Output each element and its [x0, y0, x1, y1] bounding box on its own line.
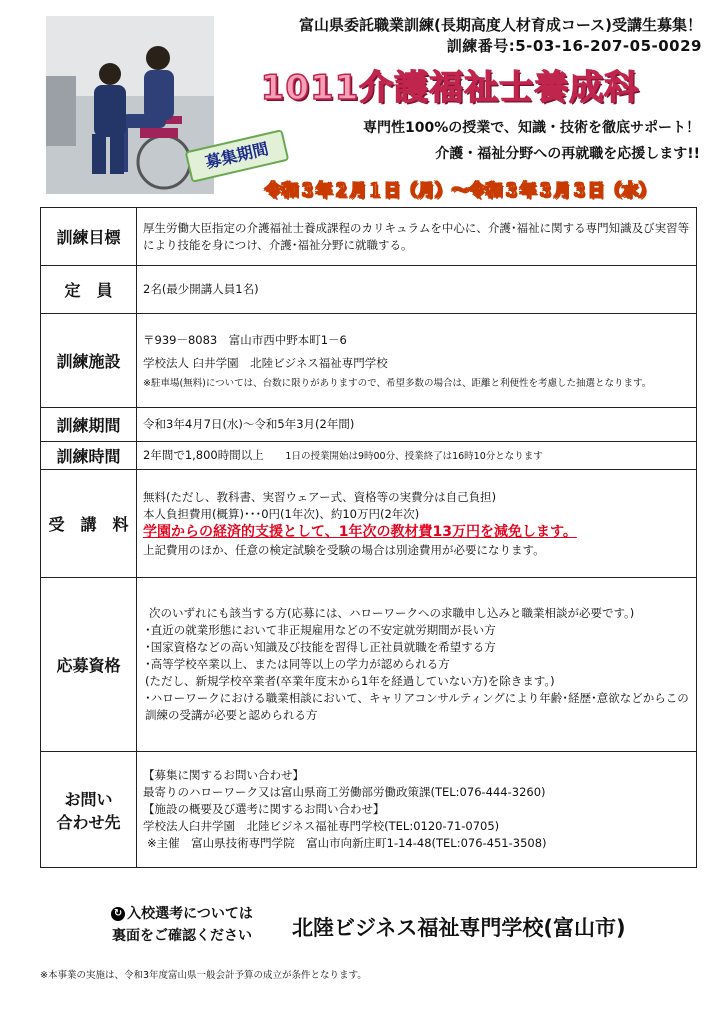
contact-heading-1: 【募集に関するお問い合わせ】: [143, 768, 304, 782]
recruitment-period-badge: 募集期間: [185, 129, 290, 183]
footer-note-line-1: [82, 903, 282, 925]
eligibility-label: 応募資格: [41, 578, 137, 752]
fee-line-1: 無料(ただし、教科書、実習ウェアー式、資格等の実費分は自己負担): [143, 489, 497, 504]
hours-cell: [137, 442, 697, 470]
fee-line-3: 上記費用のほか、任意の検定試験を受験の場合は別途費用が必要になります。: [143, 542, 545, 557]
contact-heading-2: 【施設の概要及び選考に関するお問い合わせ】: [143, 802, 385, 816]
contact-label-line-1: お問い: [64, 789, 113, 809]
contact-text-1: 最寄りのハローワーク又は富山県商工労働部労働政策課(TEL:076-444-3260): [143, 785, 546, 799]
capacity-label: 定 員: [41, 266, 137, 314]
tagline-1: 専門性100%の授業で、知識・技術を徹底サポート！: [363, 120, 700, 136]
recruitment-period-dates: 令和３年２月１日（月）～令和３年３月３日（水）: [264, 181, 656, 201]
contact-text-2: 学校法人臼井学園 北陸ビジネス福祉専門学校(TEL:0120-71-0705): [143, 819, 500, 833]
goal-label: 訓練目標: [41, 208, 137, 266]
facility-school: 学校法人 臼井学園 北陸ビジネス福祉専門学校: [143, 355, 388, 370]
eligibility-item: ･国家資格などの高い知識及び技能を習得し正社員就職を希望する方: [145, 640, 496, 654]
fee-line-2: 本人負担費用(概算)･･･0円(1年次)、約10万円(2年次): [143, 506, 420, 521]
capacity-text: 2名(最少開講人員1名): [137, 266, 697, 314]
eligibility-item: (ただし、新規学校卒業者(卒業年度末から1年を経過していない方)を除きます。): [145, 674, 555, 688]
row-period: [41, 408, 697, 442]
training-number: 訓練番号:5-03-16-207-05-0029: [446, 37, 702, 55]
contact-text-3: ※主催 富山県技術専門学院 富山市向新庄町1-14-48(TEL:076-451-3508): [147, 836, 547, 850]
row-fee: [41, 470, 697, 578]
row-contact: [41, 752, 697, 868]
eligibility-item: ･直近の就業形態において非正規雇用などの不安定就労期間が長い方: [145, 623, 496, 637]
fee-label: 受 講 料: [41, 470, 137, 578]
period-label: 訓練期間: [41, 408, 137, 442]
footer-note: [82, 903, 282, 947]
contact-label-line-2: 合わせ先: [56, 812, 121, 832]
fee-discount-highlight: 学園からの経済的支援として、1年次の教材費13万円を減免します。: [143, 523, 577, 540]
facility-parking-note: ※駐車場(無料)については、台数に限りがありますので、希望多数の場合は、距離と利便性を考慮した抽選となります。: [143, 377, 652, 389]
hours-main: 2年間で1,800時間以上: [143, 448, 264, 462]
budget-footnote: ※本事業の実施は、令和3年度富山県一般会計予算の成立が条件となります。: [40, 970, 367, 981]
info-table: [40, 207, 697, 868]
footer-note-text-1: 入校選考については: [127, 906, 253, 922]
goal-text: 厚生労働大臣指定の介護福祉士養成課程のカリキュラムを中心に、介護･福祉に関する専門知識及び実習等により技能を身につけ、介護･福祉分野に就職する。: [137, 208, 697, 266]
row-facility: [41, 314, 697, 408]
eligibility-item: ･ハローワークにおける職業相談において、キャリアコンサルティングにより年齢･経歴･意欲などからこの訓練の受講が必要と認められる方: [145, 691, 689, 722]
eligibility-cell: [137, 578, 697, 752]
row-hours: [41, 442, 697, 470]
hours-label: 訓練時間: [41, 442, 137, 470]
row-eligibility: [41, 578, 697, 752]
facility-cell: [137, 314, 697, 408]
tagline-2: 介護・福祉分野への再就職を応援します!!: [435, 146, 700, 162]
facility-address: 〒939－8083 富山市西中野本町1－6: [143, 332, 347, 347]
recruitment-heading: 富山県委託職業訓練(長期高度人材育成コース)受講生募集！: [299, 16, 702, 34]
eligibility-intro: 次のいずれにも該当する方(応募には、ハローワークへの求職申し込みと職業相談が必要です。): [149, 606, 635, 620]
hours-detail: 1日の授業開始は9時00分、授業終了は16時10分となります: [285, 451, 543, 462]
footer-note-line-2: 裏面をご確認ください: [112, 928, 252, 944]
contact-label: [41, 752, 137, 868]
period-text: 令和3年4月7日(水)～令和5年3月(2年間): [137, 408, 697, 442]
eligibility-item: ･高等学校卒業以上、または同等以上の学力が認められる方: [145, 657, 450, 671]
school-name: 北陸ビジネス福祉専門学校(富山市): [292, 916, 626, 940]
contact-cell: [137, 752, 697, 868]
fee-cell: [137, 470, 697, 578]
course-title: 1011介護福祉士養成科: [260, 68, 640, 108]
facility-label: 訓練施設: [41, 314, 137, 408]
row-capacity: [41, 266, 697, 314]
row-goal: [41, 208, 697, 266]
cycle-arrow-icon: ↻: [111, 907, 125, 921]
